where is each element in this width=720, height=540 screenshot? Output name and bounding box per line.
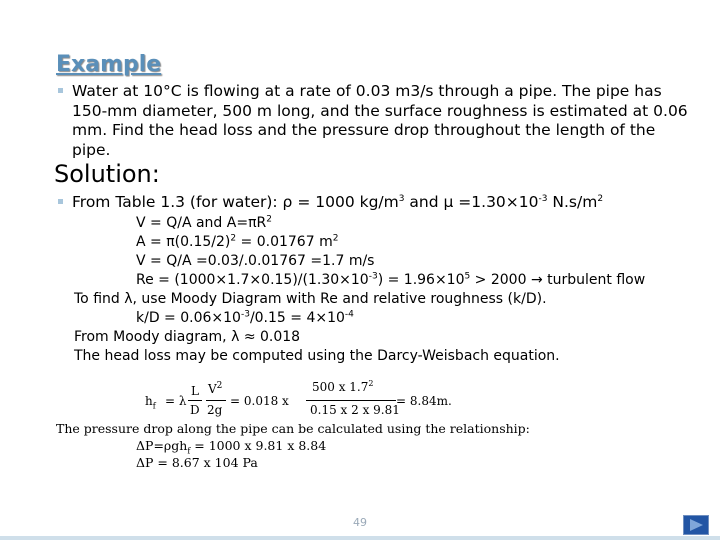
equals-coefficient: = 0.018 x (230, 394, 289, 408)
bullet-marker (58, 199, 63, 204)
fraction-bar (206, 400, 226, 401)
page-number: 49 (353, 516, 367, 529)
relative-roughness: $k/D = 0.06\times 10^{-3}/0.15 = 4\times 10^{-4}$ (136, 309, 354, 326)
area-calculation: $A = \pi(0.15/2)^2 = 0.01767$ $m^2$ (136, 233, 339, 250)
darcy-text: The head loss may be computed using the Darcy-Weisbach equation. (74, 348, 560, 364)
pressure-intro: The pressure drop along the pipe can be calculated using the relationship: (56, 421, 530, 436)
fraction-bar (306, 400, 396, 401)
next-slide-button[interactable] (683, 515, 709, 535)
given-properties: From Table 1.3 (for water): ρ = 1000 $kg/m^3$ and $\mu =1.30\times 10^{-3}$ $N.s/m^2$ (72, 193, 604, 211)
head-loss-result: = 8.84m. (396, 394, 452, 408)
problem-statement: Water at 10°C is flowing at a rate of 0.03 m3/s through a pipe. The pipe has 150-mm diameter, 500 m long, and the surface roughness is estimated at 0.06 mm. Find the head loss and the pressure drop throughout the length of the pipe. (72, 82, 688, 159)
velocity-calculation: V = Q/A =0.03/.0.01767 =1.7 m/s (136, 253, 375, 269)
pressure-equation: ΔP=ρgh$_f$ = 1000 x 9.81 x 8.84 (136, 438, 327, 456)
fraction-bar (188, 400, 202, 401)
numerator: 500 x $1.7^2$ (312, 379, 374, 394)
two-g: 2g (207, 403, 223, 417)
velocity-definition: V = Q/A and $A=\pi R^2$ (136, 214, 272, 231)
slide-title: Example (56, 52, 162, 77)
head-loss-equation (140, 379, 452, 420)
diameter-symbol: D (190, 403, 200, 417)
velocity-squared: $V^2$ (208, 381, 223, 396)
denominator: 0.15 x 2 x 9.81 (310, 403, 400, 417)
equals-lambda: = λ (165, 394, 187, 408)
find-lambda-text: To find λ, use Moody Diagram with Re and relative roughness (k/D). (74, 291, 547, 307)
length-symbol: L (191, 384, 199, 398)
next-slide-arrow-icon (684, 516, 708, 534)
pressure-result: ΔP = 8.67 x 104 Pa (136, 455, 258, 470)
bottom-decor-bar (0, 536, 720, 540)
reynolds-calculation: $Re = (1000\times 1.7\times 0.15)/(1.30\times 10^{-3}) = 1.96\times 10^5 > 2000$ → turbulent flow (136, 271, 646, 288)
hf-symbol: $h_f$ (145, 394, 156, 411)
solution-heading: Solution: (54, 160, 160, 188)
moody-result: From Moody diagram, λ ≈ 0.018 (74, 329, 301, 345)
bullet-marker (58, 88, 63, 93)
